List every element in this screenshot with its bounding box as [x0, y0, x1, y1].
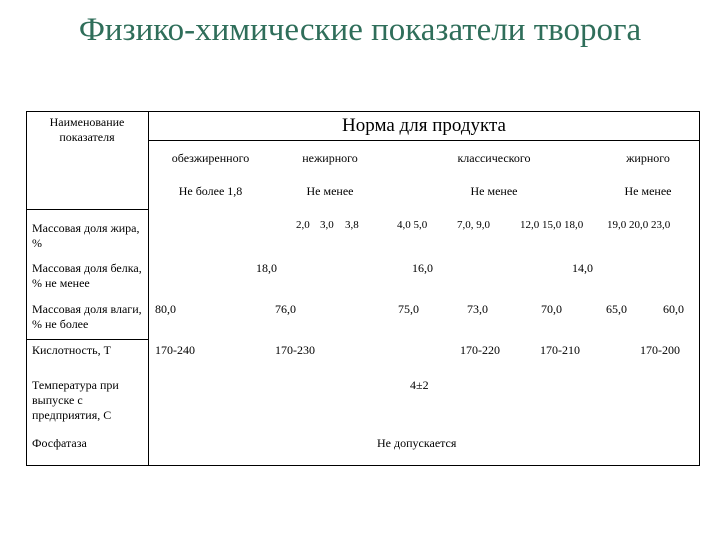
row-label-moisture: Массовая доля влаги, % не более: [32, 302, 142, 331]
fat-value: 3,8: [345, 219, 359, 231]
limit-classic: Не менее: [470, 184, 518, 198]
row-label-phosphatase: Фосфатаза: [32, 436, 87, 450]
moisture-value: 76,0: [275, 302, 296, 316]
type-classic: классического: [457, 151, 531, 165]
page-title: Физико-химические показатели творога: [78, 12, 642, 48]
table-column-divider: [148, 111, 149, 466]
fat-value: 19,0 20,0 23,0: [607, 219, 671, 231]
temperature-value: 4±2: [410, 378, 429, 392]
name-column-header: Наименование показателя: [49, 115, 125, 144]
protein-value: 18,0: [256, 261, 277, 275]
acidity-value: 170-220: [460, 343, 500, 357]
phosphatase-value: Не допускается: [377, 436, 457, 450]
fat-value: 3,0: [320, 219, 334, 231]
type-lowfat: нежирного: [302, 151, 358, 165]
row-label-protein: Массовая доля белка, % не менее: [32, 261, 142, 290]
fat-value: 4,0 5,0: [397, 219, 428, 231]
moisture-value: 73,0: [467, 302, 488, 316]
protein-value: 14,0: [572, 261, 593, 275]
moisture-value: 70,0: [541, 302, 562, 316]
fat-value: 7,0, 9,0: [457, 219, 490, 231]
moisture-value: 80,0: [155, 302, 176, 316]
moisture-value: 65,0: [606, 302, 627, 316]
table-rule: [26, 209, 148, 210]
acidity-value: 170-210: [540, 343, 580, 357]
fat-value: 2,0: [296, 219, 310, 231]
table-rule: [148, 140, 700, 141]
table-rule: [26, 339, 148, 340]
table-rule: [148, 111, 700, 112]
moisture-value: 75,0: [398, 302, 419, 316]
acidity-value: 170-240: [155, 343, 195, 357]
acidity-value: 170-230: [275, 343, 315, 357]
type-fat: жирного: [626, 151, 670, 165]
type-skimmed: обезжиренного: [171, 151, 250, 165]
fat-value: 12,0 15,0 18,0: [520, 219, 584, 231]
limit-fat: Не менее: [624, 184, 672, 198]
row-label-acidity: Кислотность, Т: [32, 343, 111, 357]
row-label-temperature: Температура при выпуске с предприятия, С: [32, 378, 119, 422]
acidity-value: 170-200: [640, 343, 680, 357]
norm-header: Норма для продукта: [342, 115, 506, 136]
limit-lowfat: Не менее: [306, 184, 354, 198]
moisture-value: 60,0: [663, 302, 684, 316]
limit-skimmed: Не более 1,8: [178, 184, 243, 198]
row-label-fat: Массовая доля жира, %: [32, 221, 140, 250]
protein-value: 16,0: [412, 261, 433, 275]
